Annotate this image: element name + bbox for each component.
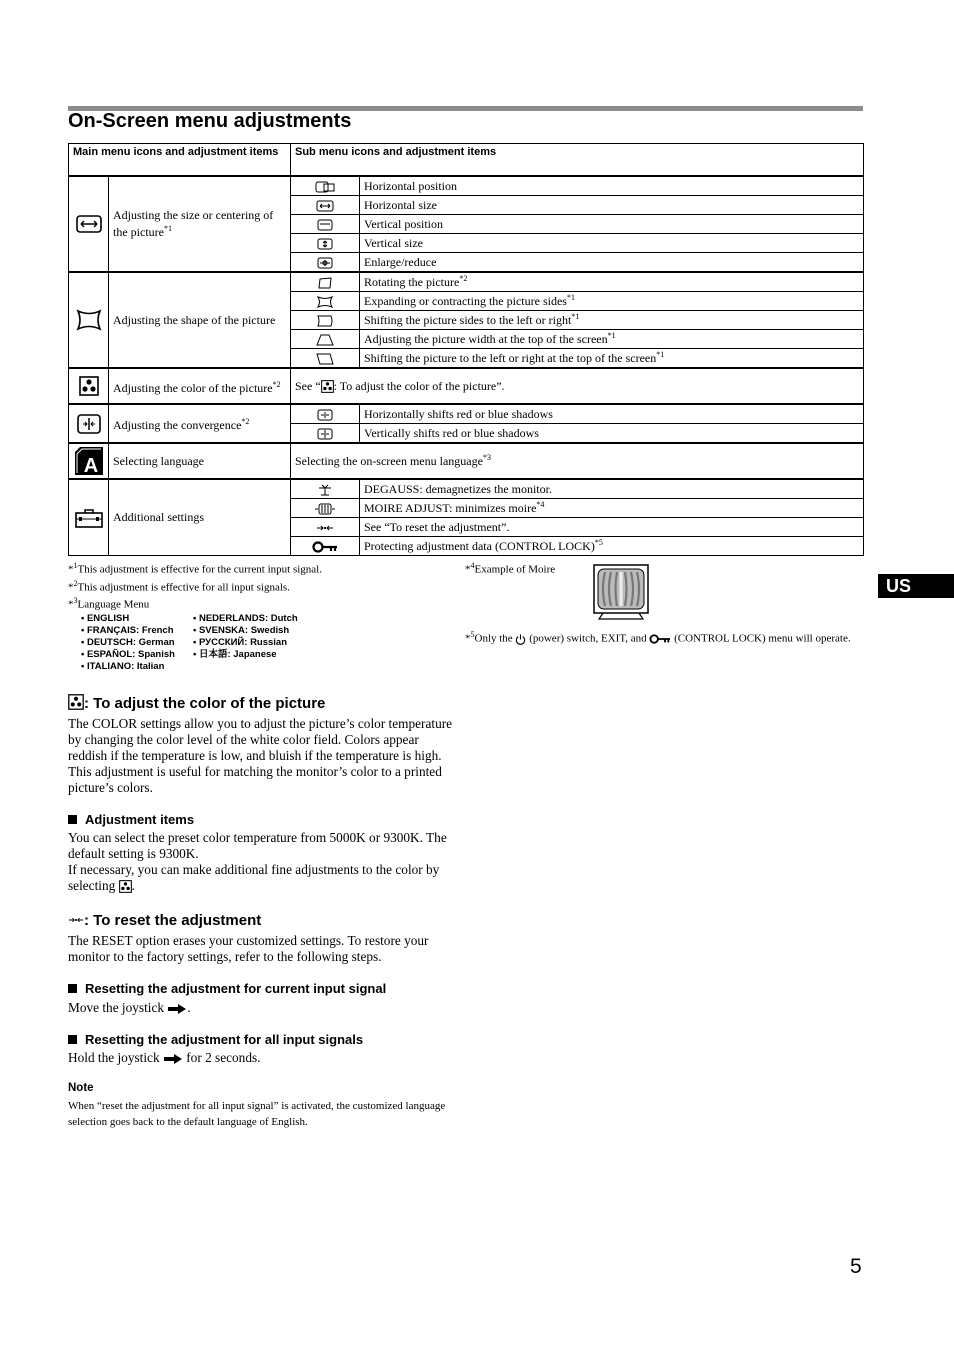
sub-item: DEGAUSS: demagnetizes the monitor.	[360, 479, 864, 499]
sub-item: Vertical position	[360, 215, 864, 234]
table-row: Adjusting the picture width at the top of the screen$^{*1}$	[69, 330, 864, 349]
horizontal-size-icon	[291, 196, 360, 215]
reset-current-heading: Resetting the adjustment for current input signal	[68, 981, 386, 996]
list-item: • FRANÇAIS: French	[81, 624, 174, 636]
vertical-position-icon	[291, 215, 360, 234]
table-header	[69, 144, 864, 177]
color-icon	[68, 694, 84, 710]
language-list	[81, 613, 458, 673]
moire-icon	[291, 499, 360, 518]
svg-text:A: A	[83, 455, 98, 476]
footnotes	[68, 559, 458, 673]
reset-body: The RESET option erases your customized settings. To restore your monitor to the factory settings, refer to the following steps.	[68, 933, 429, 964]
sub-item: Horizontally shifts red or blue shadows	[360, 404, 864, 424]
list-item: • NEDERLANDS: Dutch	[193, 612, 298, 624]
table-row: Protecting adjustment data (CONTROL LOCK)$^{*5}$	[69, 537, 864, 556]
degauss-icon	[291, 479, 360, 499]
menu-table	[68, 143, 864, 556]
color-icon	[119, 880, 132, 893]
sub-item: Shifting the picture to the left or right at the top of the screen	[364, 351, 657, 365]
language-icon	[69, 443, 109, 479]
note-label: Note	[68, 1082, 94, 1094]
color-see-text: See “	[295, 378, 321, 393]
geometry-icon	[69, 272, 109, 368]
key-balance-icon	[291, 349, 360, 369]
list-item: • РУССКИЙ: Russian	[193, 636, 288, 648]
color-icon	[321, 380, 334, 393]
rotation-icon	[291, 272, 360, 292]
page-title: On-Screen menu adjustments	[68, 110, 352, 132]
zoom-icon	[291, 253, 360, 273]
footnote-1: *$^1$This adjustment is effective for the current input signal.	[68, 561, 322, 576]
sub-item: Expanding or contracting the picture sides	[364, 294, 567, 308]
sub-item: Horizontal size	[360, 196, 864, 215]
arrow-right-icon	[163, 1053, 183, 1065]
color-body: The COLOR settings allow you to adjust the picture’s color temperature by changing the color level of the white color field. Colors appear reddish if the temperature is low, and bluish if the temperature is high. This adjustment is useful for matching the monitor’s color to a printed picture’s colors.	[68, 716, 453, 795]
footnote-5: *$^5$Only the (power) switch, EXIT, and (CONTROL LOCK) menu will operate.	[465, 630, 851, 645]
header-sub: Sub menu icons and adjustment items	[291, 144, 864, 177]
table-row: MOIRE ADJUST: minimizes moire$^{*4}$	[69, 499, 864, 518]
table-row: Adjusting the size or centering of the picture$^{*1}$ Horizontal position	[69, 176, 864, 196]
table-row: Shifting the picture sides to the left or right$^{*1}$	[69, 311, 864, 330]
sub-item: Vertical size	[360, 234, 864, 253]
list-item: • ENGLISH	[81, 612, 130, 624]
footnote-2: *$^2$This adjustment is effective for all input signals.	[68, 578, 290, 594]
sub-item: Shifting the picture sides to the left or right	[364, 313, 572, 327]
reset-current-body: Move the joystick .	[68, 1000, 191, 1015]
keystone-icon	[291, 330, 360, 349]
table-row: Adjusting the convergence$^{*2}$ Horizontally shifts red or blue shadows	[69, 404, 864, 424]
table-row: Shifting the picture to the left or right at the top of the screen$^{*1}$	[69, 349, 864, 369]
table-row: Expanding or contracting the picture sides$^{*1}$	[69, 292, 864, 311]
list-item	[193, 661, 333, 673]
vertical-size-icon	[291, 234, 360, 253]
table-row: Adjusting the shape of the picture Rotating the picture$^{*2}$	[69, 272, 864, 292]
list-item: • SVENSKA: Swedish	[193, 624, 290, 636]
language-tab-us: US	[878, 574, 954, 598]
main-label-size: Adjusting the size or centering of the picture	[113, 208, 274, 239]
sub-item: Vertically shifts red or blue shadows	[360, 424, 864, 444]
main-label-language: Selecting language	[113, 453, 204, 468]
sub-item: See “To reset the adjustment”.	[360, 518, 864, 537]
main-label-options: Additional settings	[113, 510, 204, 524]
arrow-right-icon	[167, 1003, 187, 1015]
main-label-shape: Adjusting the shape of the picture	[113, 312, 276, 327]
v-convergence-icon	[291, 424, 360, 444]
table-row: A Selecting language Selecting the on-screen menu language$^{*3}$	[69, 443, 864, 479]
color-icon	[69, 368, 109, 404]
horizontal-position-icon	[291, 176, 360, 196]
table-row: Adjusting the color of the picture$^{*2}$ See “ : To adjust the color of the picture”.	[69, 368, 864, 404]
reset-icon	[68, 916, 84, 924]
color-see-text-end: : To adjust the color of the picture”.	[333, 378, 505, 393]
list-item: • ITALIANO: Italian	[81, 660, 165, 672]
sub-item: Enlarge/reduce	[360, 253, 864, 273]
moire-example-image	[593, 564, 649, 620]
footnote-4: *$^4$Example of Moire	[465, 561, 556, 576]
language-desc: Selecting the on-screen menu language	[295, 454, 483, 468]
key-icon	[649, 634, 671, 644]
adjustment-items-body: You can select the preset color temperature from 5000K or 9300K. The default setting is 9300K. If necessary, you can make additional fine adjustments to the color by selecting .	[68, 830, 447, 893]
header-main: Main menu icons and adjustment items	[69, 144, 291, 177]
table-row	[69, 479, 864, 499]
adjustment-items-heading: Adjustment items	[68, 812, 194, 827]
list-item: • DEUTSCH: German	[81, 636, 175, 648]
reset-all-heading: Resetting the adjustment for all input signals	[68, 1032, 363, 1047]
reset-icon	[291, 518, 360, 537]
size-centering-icon	[69, 176, 109, 272]
reset-section-heading: : To reset the adjustment	[68, 912, 261, 929]
footnote-3: *$^3$Language Menu	[68, 596, 150, 611]
main-label-color: Adjusting the color of the picture	[113, 380, 273, 395]
h-convergence-icon	[291, 404, 360, 424]
main-label-convergence: Adjusting the convergence	[113, 418, 242, 432]
pincushion-icon	[291, 292, 360, 311]
page-number: 5	[850, 1255, 862, 1278]
sub-item: Protecting adjustment data (CONTROL LOCK)	[364, 539, 595, 553]
sub-item: Rotating the picture	[364, 275, 460, 289]
convergence-icon	[69, 404, 109, 443]
options-icon	[69, 479, 109, 556]
key-icon	[291, 537, 360, 556]
color-section-heading: : To adjust the color of the picture	[68, 694, 325, 712]
power-icon	[515, 634, 526, 645]
list-item: • 日本語: Japanese	[193, 648, 277, 660]
sub-item: Horizontal position	[360, 176, 864, 196]
sub-item: MOIRE ADJUST: minimizes moire	[364, 501, 537, 515]
note-text: When “reset the adjustment for all input signal” is activated, the customized language selection goes back to the default language of English.	[68, 1100, 446, 1128]
sub-item: Adjusting the picture width at the top of the screen	[364, 332, 608, 346]
reset-all-body: Hold the joystick for 2 seconds.	[68, 1050, 261, 1065]
list-item: • ESPAÑOL: Spanish	[81, 648, 175, 660]
pin-balance-icon	[291, 311, 360, 330]
